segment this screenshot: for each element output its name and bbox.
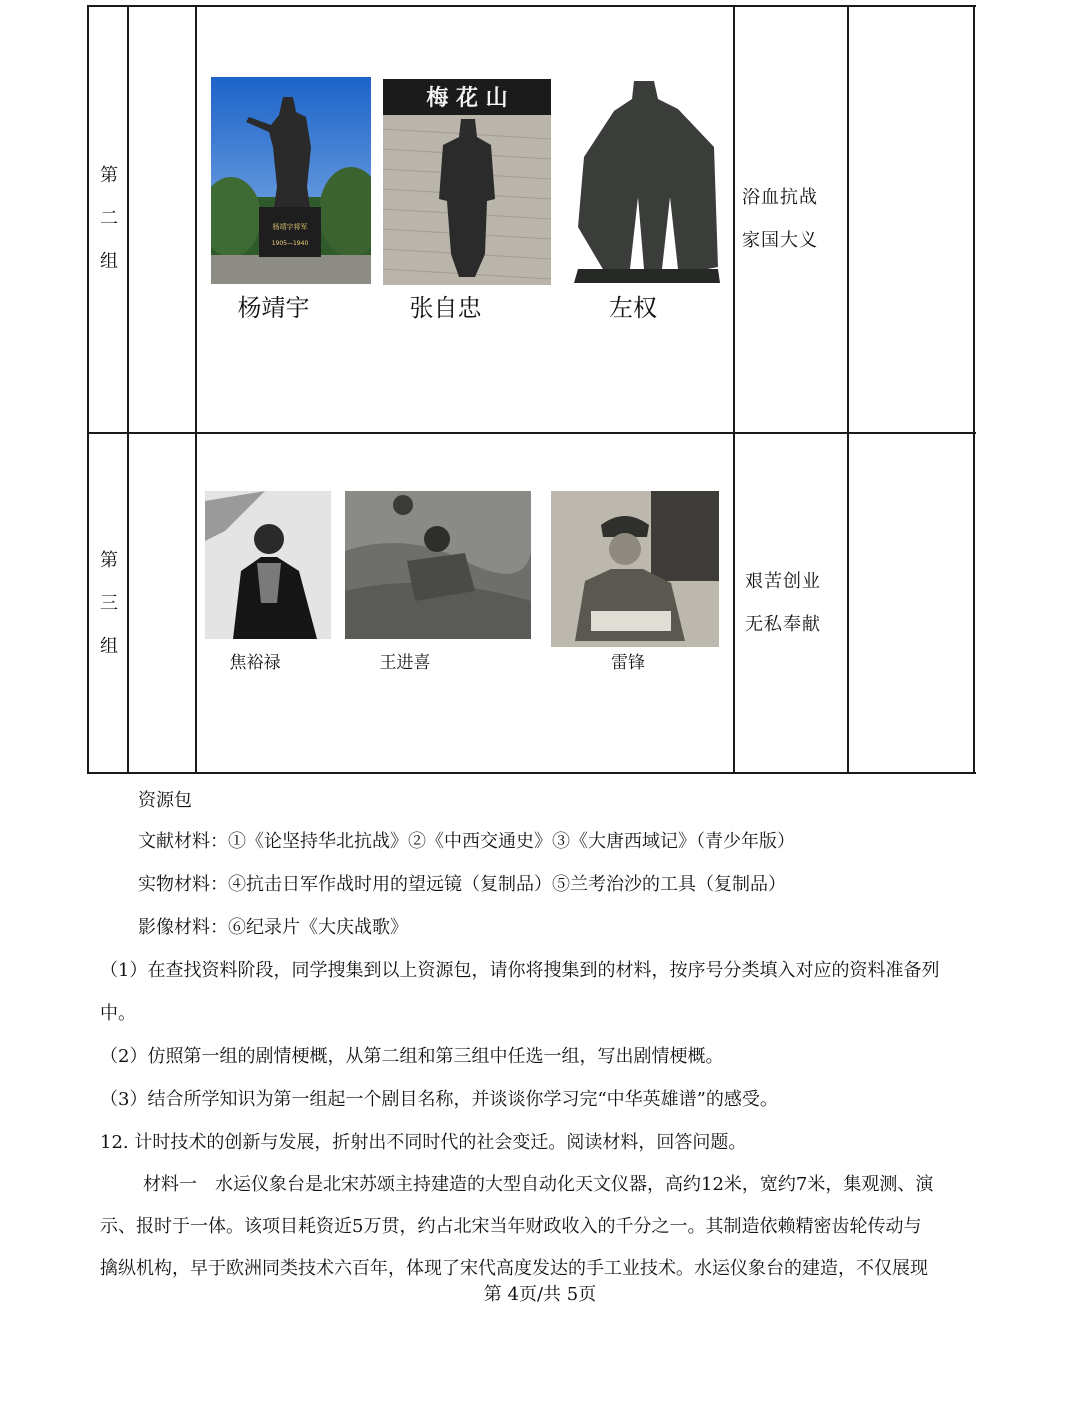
group-label-char: 三 xyxy=(100,593,118,614)
wang-jinxi-photo xyxy=(345,491,531,639)
theme-line: 家国大义 xyxy=(742,230,818,251)
plaque-text: 杨靖宇将军 xyxy=(272,223,308,231)
material-line: 材料一 水运仪象台是北宋苏颂主持建造的大型自动化天文仪器，高约12米，宽约7米，集观测、演 xyxy=(143,1174,934,1195)
caption-zhang-zizhong: 张自忠 xyxy=(409,294,482,322)
table-row-divider xyxy=(87,432,976,434)
statue-illustration xyxy=(211,77,371,284)
question-1: （1）在查找资料阶段，同学搜集到以上资源包，请你将搜集到的材料，按序号分类填入对应的资料准备列 xyxy=(100,960,940,981)
question-2: （2）仿照第一组的剧情梗概，从第二组和第三组中任选一组，写出剧情梗概。 xyxy=(100,1046,724,1067)
table-border-left xyxy=(87,5,89,774)
table-border-top xyxy=(87,5,976,7)
lei-feng-photo xyxy=(551,491,719,647)
page-number: 第 4页/共 5页 xyxy=(483,1284,597,1305)
portrait-illustration xyxy=(205,491,331,639)
jiao-yulu-photo xyxy=(205,491,331,639)
group-label-char: 第 xyxy=(100,165,118,186)
table-col-divider xyxy=(847,5,849,774)
plaque-years: 1905—1940 xyxy=(271,240,309,247)
resource-line: 影像材料：⑥纪录片《大庆战歌》 xyxy=(138,917,408,938)
caption-zuo-quan: 左权 xyxy=(609,294,657,322)
portrait-illustration xyxy=(551,491,719,647)
yang-jingyu-statue-photo xyxy=(211,77,371,284)
caption-wang-jinxi: 王进喜 xyxy=(379,653,431,673)
caption-yang-jingyu: 杨靖宇 xyxy=(237,294,310,322)
group-label-char: 第 xyxy=(100,550,118,571)
theme-line: 艰苦创业 xyxy=(745,571,821,592)
group-label-char: 二 xyxy=(100,208,118,229)
caption-jiao-yulu: 焦裕禄 xyxy=(229,653,281,673)
statue-illustration xyxy=(574,77,720,289)
material-line: 示、报时于一体。该项目耗资近5万贯，约占北宋当年财政收入的千分之一。其制造依赖精密齿轮传动与 xyxy=(100,1216,922,1237)
table-border-right xyxy=(973,5,975,774)
material-line: 擒纵机构，早于欧洲同类技术六百年，体现了宋代高度发达的手工业技术。水运仪象台的建造，不仅展现 xyxy=(100,1258,928,1279)
table-col-divider xyxy=(195,5,197,774)
resource-line: 实物材料：④抗击日军作战时用的望远镜（复制品）⑤兰考治沙的工具（复制品） xyxy=(138,874,786,895)
question-1-continued: 中。 xyxy=(100,1003,136,1024)
zhang-zizhong-statue-photo xyxy=(383,79,551,285)
group-label-char: 组 xyxy=(100,251,118,272)
table-col-divider xyxy=(733,5,735,774)
resource-line: 文献材料：①《论坚持华北抗战》②《中西交通史》③《大唐西域记》（青少年版） xyxy=(138,831,795,852)
zuo-quan-statue-photo xyxy=(574,77,720,289)
question-12-stem: 12. 计时技术的创新与发展，折射出不同时代的社会变迁。阅读材料，回答问题。 xyxy=(100,1132,747,1153)
caption-lei-feng: 雷锋 xyxy=(611,653,645,673)
photo-illustration xyxy=(345,491,531,639)
table-border-bottom xyxy=(87,772,976,774)
banner-text: 梅 花 山 xyxy=(426,85,508,111)
table-col-divider xyxy=(127,5,129,774)
resource-title: 资源包 xyxy=(138,790,192,811)
group-label-char: 组 xyxy=(100,636,118,657)
theme-line: 浴血抗战 xyxy=(742,187,818,208)
question-3: （3）结合所学知识为第一组起一个剧目名称，并谈谈你学习完“中华英雄谱”的感受。 xyxy=(100,1089,778,1110)
statue-illustration xyxy=(383,79,551,285)
theme-line: 无私奉献 xyxy=(745,614,821,635)
